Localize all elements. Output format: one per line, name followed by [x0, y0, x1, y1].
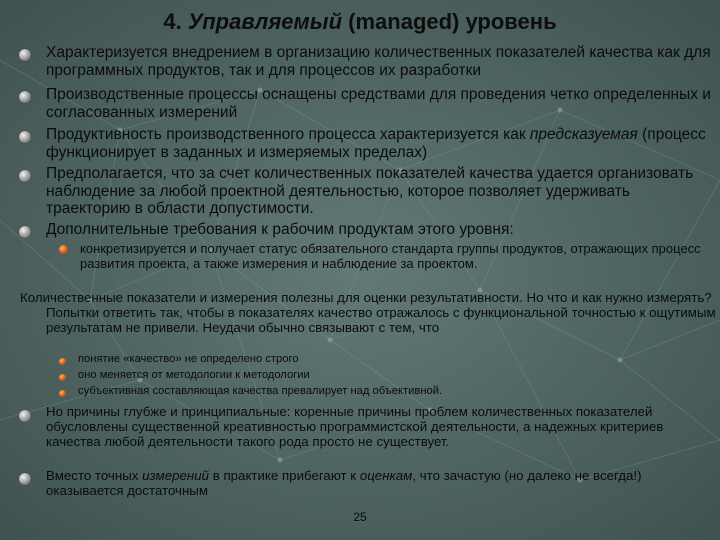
title-number: 4. — [163, 9, 182, 34]
item-3-italic: предсказуемая — [529, 126, 638, 143]
item-7-text-3: , что зачастую (но далеко не всегда!) оказывается достаточным — [46, 468, 642, 499]
grey-sphere-bullet-icon — [19, 410, 31, 422]
orange-sphere-bullet-icon — [59, 358, 66, 365]
bullet-item-5: Дополнительные требования к рабочим продуктам этого уровня: — [46, 221, 514, 238]
item-7-text-2: в практике прибегают к — [209, 468, 360, 483]
item-3-text: Продуктивность производственного процесса характеризуется как — [46, 126, 530, 143]
orange-sphere-bullet-icon — [59, 374, 66, 381]
item-7-text-1: Вместо точных — [46, 468, 143, 483]
orange-sphere-bullet-icon — [59, 245, 68, 254]
grey-sphere-bullet-icon — [19, 49, 31, 61]
title-rest: (managed) уровень — [348, 9, 557, 34]
small-item-1: понятие «качество» не определено строго — [78, 353, 299, 365]
sub-bullet-item: конкретизируется и получает статус обязательного стандарта группы продуктов, отражающих процесс развития проекта, а также измерения и наблюдение за проектом. — [80, 241, 701, 271]
bullet-item-7 — [46, 468, 710, 498]
grey-sphere-bullet-icon — [19, 473, 31, 485]
bullet-item-2: Производственные процессы оснащены средствами для проведения четко определенных и согласованных измерений — [46, 86, 711, 121]
small-item-2: оно меняется от методологии к методологии — [78, 369, 310, 381]
item-7-italic-1: измерений — [142, 468, 209, 483]
paragraph: Количественные показатели и измерения полезны для оценки результативности. Но что и как нужно измерять? Попытки ответить так, чтобы в показателях качество отражалось с функциональной точностью к ощутимым результатам не привели. Неудачи обычно связывают с тем, что — [20, 290, 716, 336]
title-italic-word: Управляемый — [187, 9, 343, 34]
grey-sphere-bullet-icon — [19, 226, 31, 238]
item-3-text-after: (процесс функционирует в заданных и измеряемых пределах) — [46, 126, 706, 161]
grey-sphere-bullet-icon — [19, 170, 31, 182]
grey-sphere-bullet-icon — [19, 91, 31, 103]
grey-sphere-bullet-icon — [19, 131, 31, 143]
small-item-3: субъективная составляющая качества превалирует над объективной. — [78, 385, 443, 397]
bullet-item-3 — [46, 126, 711, 161]
item-7-italic-2: оценкам — [359, 468, 413, 483]
page-number: 25 — [353, 510, 367, 524]
bullet-item-1: Характеризуется внедрением в организацию количественных показателей качества как для программных продуктов, так и для процессов их разработки — [46, 44, 711, 79]
bullet-item-4: Предполагается, что за счет количественных показателей качества удается организовать наблюдение за любой проектной деятельностью, которое позволяет удерживать траекторию в области допустимости. — [46, 165, 694, 217]
bullet-item-6: Но причины глубже и принципиальные: коренные причины проблем количественных показателей обусловлены существенной креативностью программистской деятельности, а надежных критериев качества любой деятельности такого рода просто не существует. — [46, 404, 664, 450]
orange-sphere-bullet-icon — [59, 390, 66, 397]
slide-title — [0, 9, 720, 35]
